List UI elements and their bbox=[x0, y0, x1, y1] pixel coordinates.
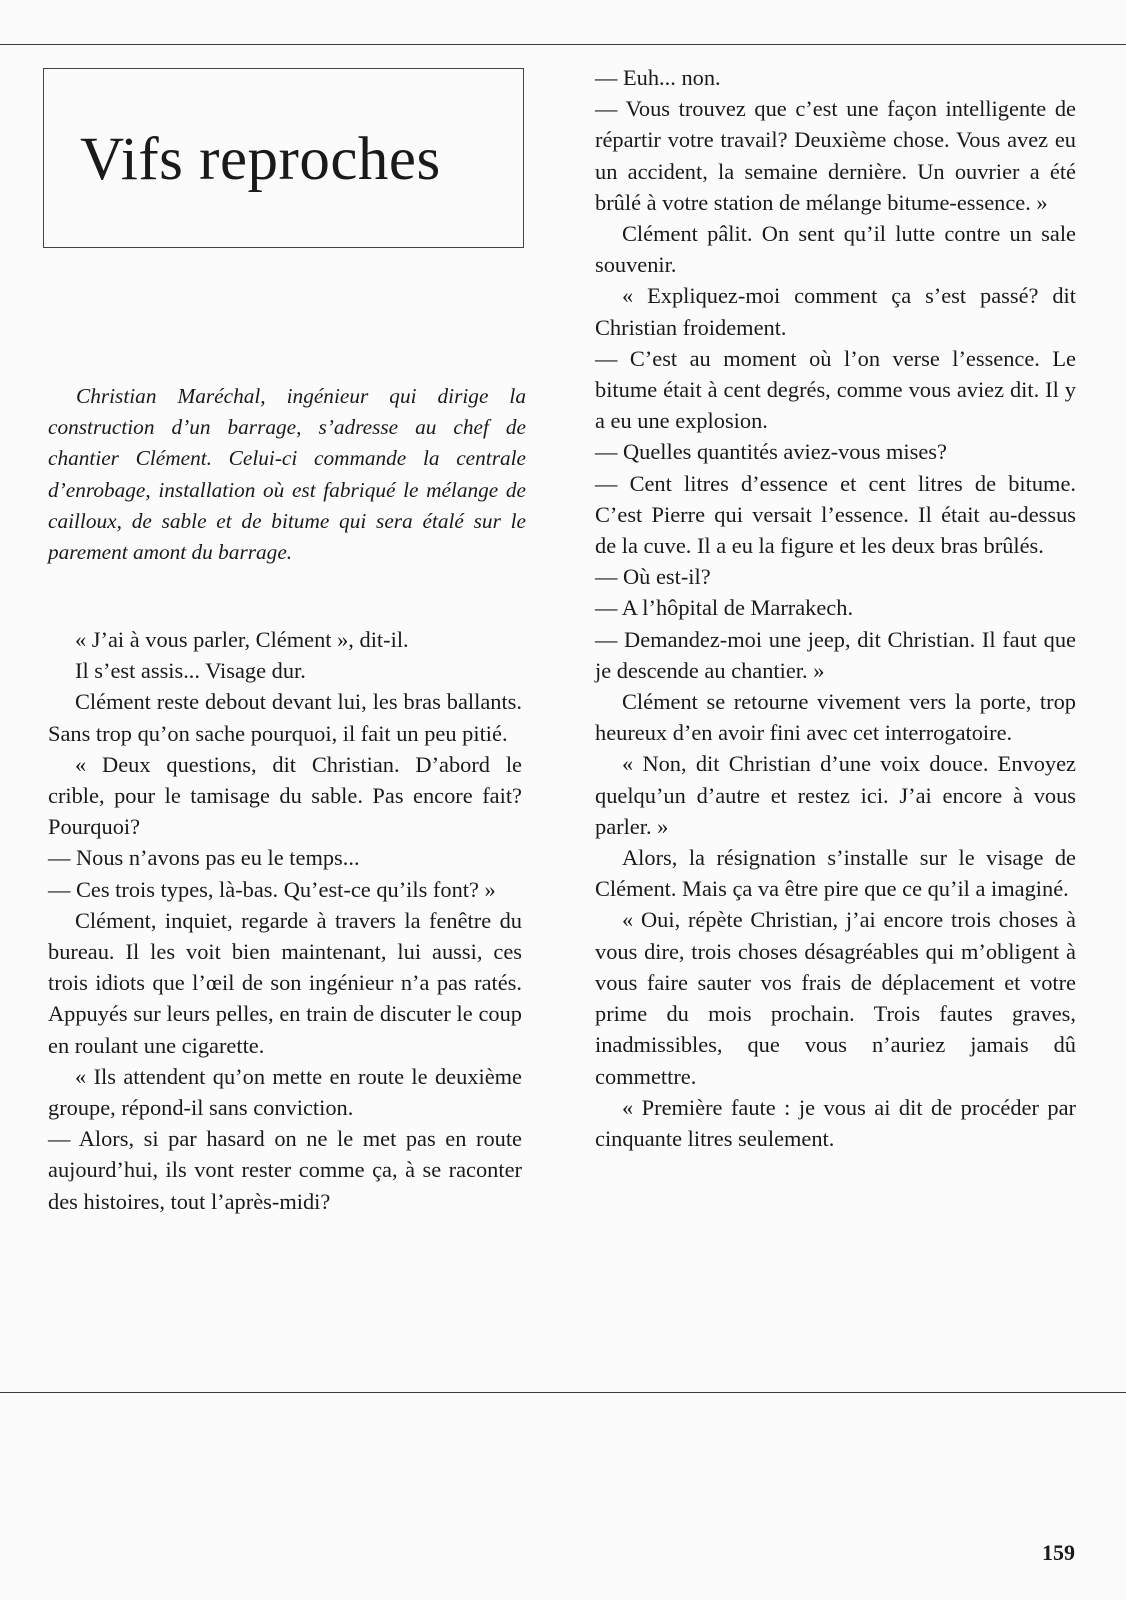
paragraph: — Quelles quantités aviez-vous mises? bbox=[595, 439, 947, 465]
paragraph: — Cent litres d’essence et cent litres de bitume. C’est Pierre qui versait l’essence. Il était au-dessus de la cuve. Il a eu la figure et les deux bras brûlés. bbox=[595, 470, 1076, 559]
paragraph: « Première faute : je vous ai dit de procéder par cinquante litres seulement. bbox=[595, 1094, 1076, 1151]
title-box bbox=[43, 68, 524, 248]
paragraph: — Alors, si par hasard on ne le met pas en route aujourd’hui, ils vont rester comme ça, à se raconter des histoires, tout l’après-midi? bbox=[48, 1126, 522, 1214]
paragraph: — A l’hôpital de Marrakech. bbox=[595, 595, 854, 621]
paragraph: « Deux questions, dit Christian. D’abord le crible, pour le tamisage du sable. Pas encore fait? Pourquoi? bbox=[48, 751, 522, 840]
paragraph: Clément reste debout devant lui, les bras ballants. Sans trop qu’on sache pourquoi, il fait un peu pitié. bbox=[48, 689, 522, 746]
bottom-rule bbox=[0, 1392, 1126, 1393]
intro-text: Christian Maréchal, ingénieur qui dirige la construction d’un barrage, s’adresse au chef de chantier Clément. Celui-ci commande la centrale d’enrobage, installation où est fabriqué le mélange de cailloux, de sable et de bitume qui sera étalé sur le parement amont du barrage. bbox=[48, 384, 526, 565]
paragraph: — Euh... non. bbox=[595, 65, 721, 90]
paragraph: — Vous trouvez que c’est une façon intelligente de répartir votre travail? Deuxième chose. Vous avez eu un accident, la semaine dernière. Un ouvrier a été brûlé à votre station de mélange bitume-essence. » bbox=[595, 96, 1076, 215]
paragraph: « Expliquez-moi comment ça s’est passé? dit Christian froidement. bbox=[595, 283, 1076, 340]
paragraph: Clément se retourne vivement vers la porte, trop heureux d’en avoir fini avec cet interrogatoire. bbox=[595, 689, 1076, 746]
paragraph: « Non, dit Christian d’une voix douce. Envoyez quelqu’un d’autre et restez ici. J’ai encore à vous parler. » bbox=[595, 751, 1076, 839]
paragraph: — C’est au moment où l’on verse l’essence. Le bitume était à cent degrés, comme vous aviez dit. Il y a eu une explosion. bbox=[595, 345, 1076, 434]
paragraph: « J’ai à vous parler, Clément », dit-il. bbox=[75, 627, 409, 652]
paragraph: « Oui, répète Christian, j’ai encore trois choses à vous dire, trois choses désagréables qui m’obligent à vous faire sauter vos frais de déplacement et votre prime du mois prochain. Trois fautes graves, inadmissibles, que vous n’auriez jamais dû commettre. bbox=[595, 907, 1076, 1089]
top-rule bbox=[0, 44, 1126, 45]
paragraph: — Demandez-moi une jeep, dit Christian. Il faut que je descende au chantier. » bbox=[595, 626, 1076, 683]
paragraph: Clément pâlit. On sent qu’il lutte contre un sale souvenir. bbox=[595, 221, 1076, 278]
paragraph: — Où est-il? bbox=[595, 564, 711, 590]
right-column bbox=[595, 62, 1076, 1154]
paragraph: — Ces trois types, là-bas. Qu’est-ce qu’ils font? » bbox=[48, 876, 496, 902]
left-column bbox=[48, 624, 522, 1217]
page-number: 159 bbox=[1042, 1540, 1075, 1565]
intro-paragraph bbox=[48, 381, 526, 568]
paragraph: Il s’est assis... Visage dur. bbox=[75, 658, 306, 684]
article-title: Vifs reproches bbox=[80, 126, 441, 193]
paragraph: « Ils attendent qu’on mette en route le deuxième groupe, répond-il sans conviction. bbox=[48, 1063, 522, 1121]
paragraph: Clément, inquiet, regarde à travers la fenêtre du bureau. Il les voit bien maintenant, lui aussi, ces trois idiots que l’œil de son ingénieur n’a pas ratés. Appuyés sur leurs pelles, en train de discuter le coup en roulant une cigarette. bbox=[48, 907, 522, 1058]
paragraph: — Nous n’avons pas eu le temps... bbox=[48, 845, 360, 871]
paragraph: Alors, la résignation s’installe sur le visage de Clément. Mais ça va être pire que ce qu’il a imaginé. bbox=[595, 845, 1076, 902]
